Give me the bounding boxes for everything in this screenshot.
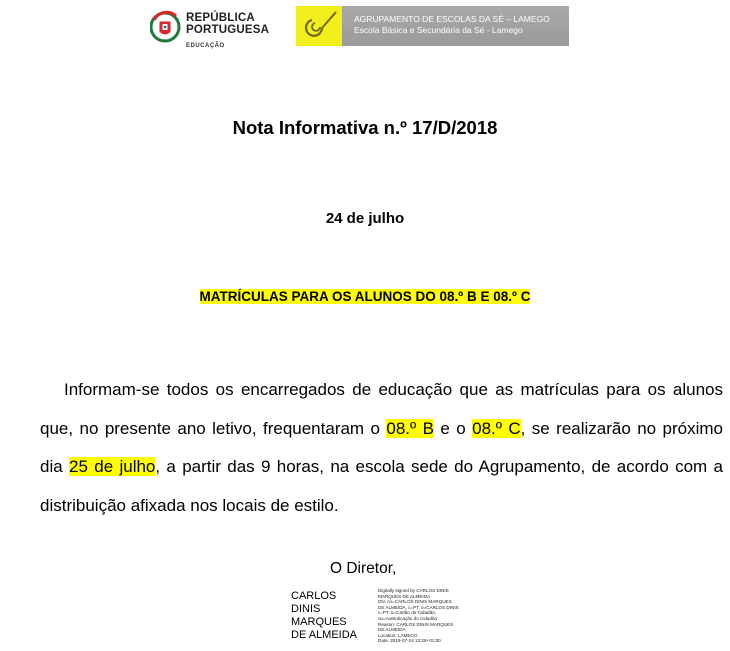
signer-name-line: CARLOS (291, 590, 337, 602)
signature-detail-line: Digitally signed by CARLOS DINIS (378, 588, 449, 593)
body-text-part4: , a partir das 9 horas, na escola sede do Agrupamento, de acordo com a distribuição afixada nos locais de estilo. (40, 457, 723, 515)
signature-detail-line: Date: 2018-07-24 12:28+01:00 (378, 638, 441, 644)
school-group-name: AGRUPAMENTO DE ESCOLAS DA SÉ – LAMEGO (354, 14, 550, 24)
signature-detail-line: ou=Autenticação do Cidadão (378, 615, 438, 621)
signature-detail-line: c=PT, o=Cartão de Cidadão, (378, 610, 436, 616)
class-b-highlight: 08.º B (386, 418, 434, 438)
signature-detail-line: Reason: CARLOS DINIS MARQUES (378, 621, 454, 627)
class-c-highlight: 08.º C (472, 418, 521, 438)
portuguese-coat-of-arms-icon (150, 8, 184, 48)
director-label: O Diretor, (330, 560, 397, 577)
date-highlight: 25 de julho (69, 457, 156, 476)
document-subject (0, 289, 730, 304)
signature-detail-line: MARQUES DE ALMEIDA (378, 593, 431, 599)
republica-text: REPÚBLICA (186, 12, 255, 24)
school-swirl-icon (296, 6, 342, 46)
document-title: Nota Informativa n.º 17/D/2018 (232, 117, 498, 138)
body-text-part2: e o (433, 418, 473, 438)
signature-detail-line: DN: cn=CARLOS DINIS MARQUES (378, 599, 452, 605)
document-date: 24 de julho (325, 210, 405, 227)
government-name (186, 12, 269, 52)
letterhead (0, 0, 730, 60)
school-full-name: Escola Básica e Secundária da Sé - Lamego (354, 25, 523, 35)
signer-name (291, 590, 371, 642)
school-name (354, 14, 564, 36)
body-text-part3: , se realizarão no próximo dia (40, 418, 723, 476)
signature-detail-line: DE ALMEIDA, c=PT, o=CARLOS DINIS (378, 604, 459, 610)
signer-name-line: DINIS (291, 603, 321, 615)
signature-detail-line: Location: LAMEGO (378, 632, 418, 638)
portuguesa-text: PORTUGUESA (186, 24, 270, 36)
signer-name-line: DE ALMEIDA (291, 629, 358, 641)
digital-signature-details (378, 588, 463, 644)
school-banner (296, 6, 569, 46)
school-logo (296, 6, 342, 46)
body-text-part1: Informam-se todos os encarregados de educação que as matrículas para os alunos que, no presente ano letivo, frequentaram o (40, 380, 723, 438)
subject-highlight: MATRÍCULAS PARA OS ALUNOS DO 08.º B E 08.º C (199, 289, 531, 304)
signer-name-line: MARQUES (291, 616, 347, 628)
government-logo (150, 8, 280, 56)
body-paragraph (40, 371, 723, 525)
educacao-text: EDUCAÇÃO (186, 43, 225, 49)
signature-detail-line: DE ALMEIDA (378, 627, 406, 633)
